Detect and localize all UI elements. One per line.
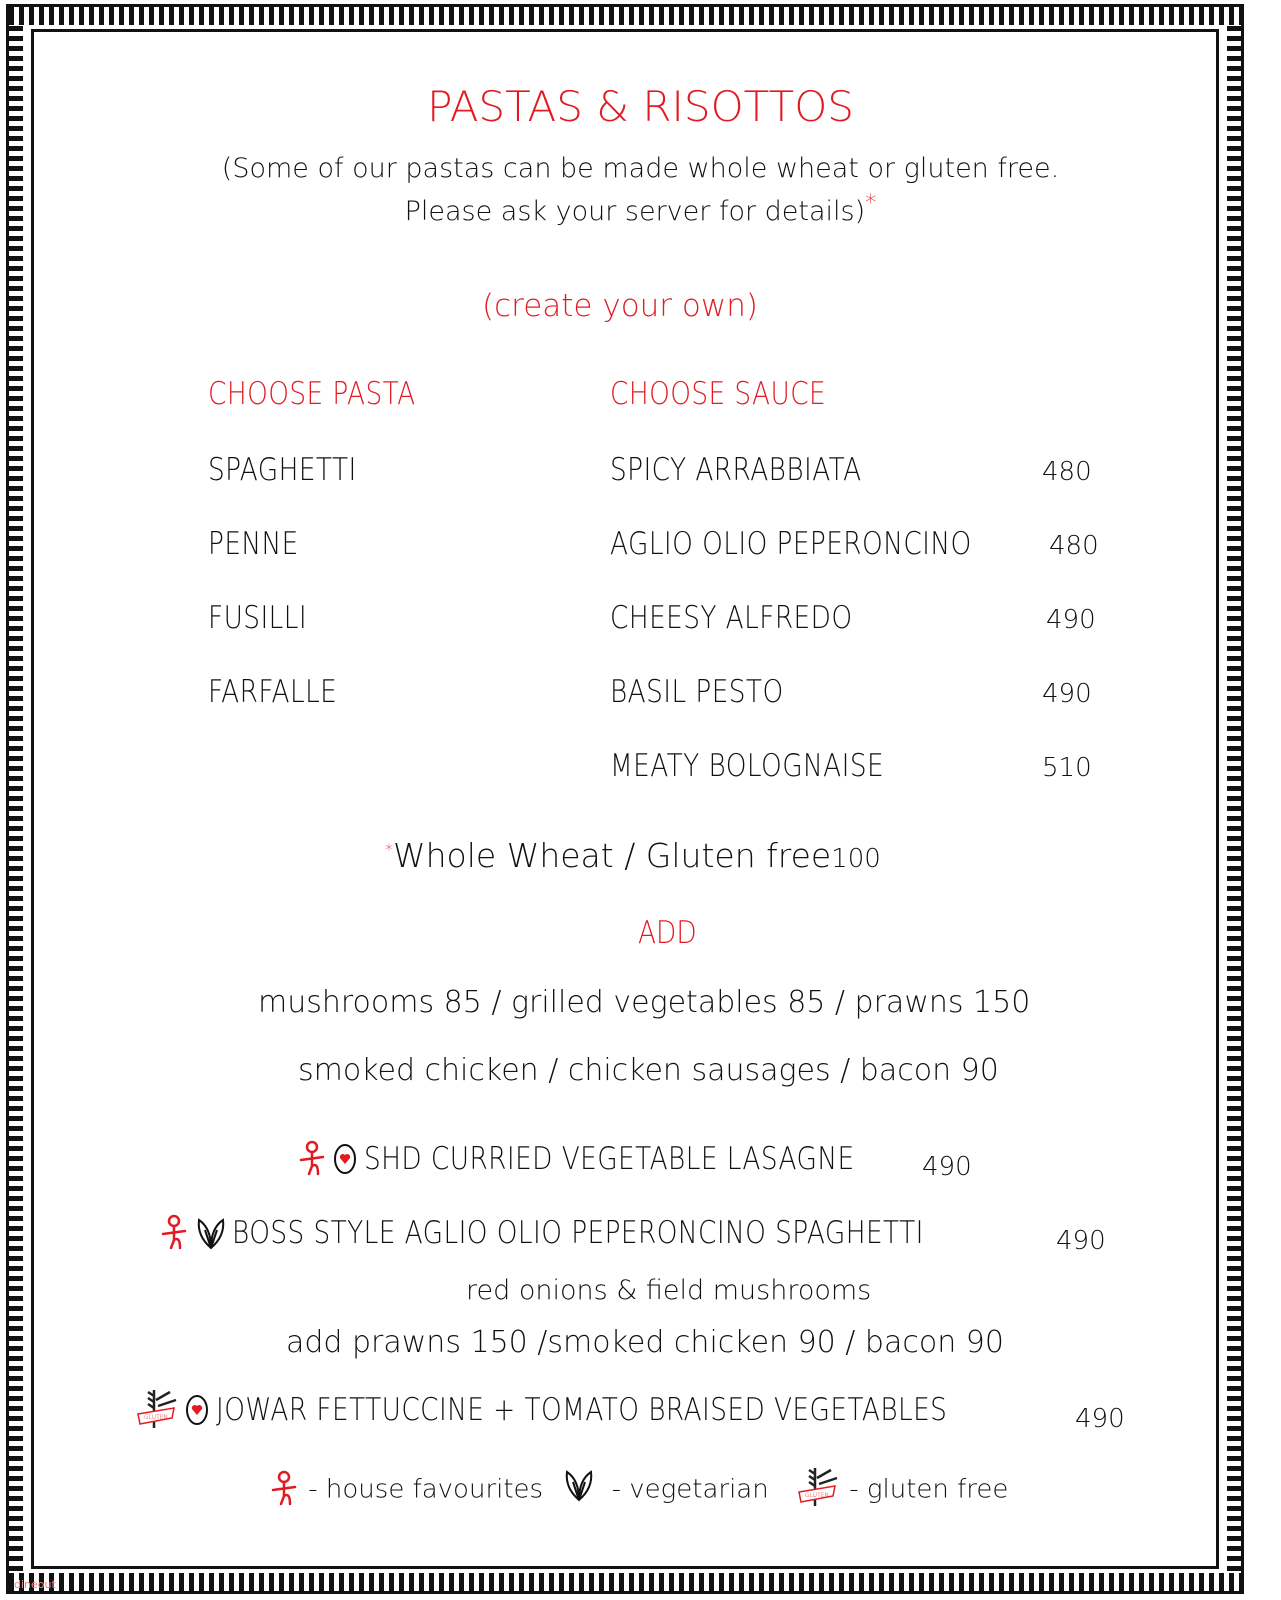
subtitle-line-1: (Some of our pastas can be made whole wheat or gluten free. — [221, 153, 1060, 184]
special-name: JOWAR FETTUCCINE + TOMATO BRAISED VEGETABLES — [216, 1392, 948, 1428]
sauce-header: CHOOSE SAUCE — [610, 376, 827, 412]
add-header: ADD — [638, 915, 697, 951]
create-your-own-label: (create your own) — [482, 288, 758, 324]
sauce-price: 490 — [1046, 605, 1096, 635]
house-favourite-icon — [160, 1214, 190, 1252]
vegetarian-leaf-icon — [195, 1216, 227, 1250]
special-name: BOSS STYLE AGLIO OLIO PEPERONCINO SPAGHETTI — [232, 1215, 925, 1251]
page-title: PASTAS & RISOTTOS — [427, 82, 854, 131]
pasta-item: PENNE — [208, 526, 299, 562]
legend-house: - house favourites — [308, 1474, 544, 1505]
add-line-2: smoked chicken / chicken sausages / bacon 90 — [298, 1053, 999, 1088]
special-price: 490 — [922, 1152, 972, 1182]
special-addons: add prawns 150 /smoked chicken 90 / bacon 90 — [286, 1325, 1004, 1360]
heart-icon — [185, 1393, 211, 1427]
pasta-header: CHOOSE PASTA — [208, 376, 416, 412]
special-price: 490 — [1075, 1404, 1125, 1434]
whole-wheat-price: 100 — [831, 844, 881, 874]
pasta-item: SPAGHETTI — [208, 452, 357, 488]
pasta-item: FARFALLE — [208, 674, 338, 710]
house-favourite-icon — [270, 1470, 300, 1510]
whole-wheat-label: Whole Wheat / Gluten free — [393, 836, 832, 875]
sauce-name: BASIL PESTO — [610, 674, 784, 710]
house-favourite-icon — [298, 1140, 328, 1178]
sauce-price: 480 — [1042, 457, 1092, 487]
gluten-free-icon — [797, 1466, 841, 1514]
sauce-price: 490 — [1042, 679, 1092, 709]
sauce-name: AGLIO OLIO PEPERONCINO — [610, 526, 972, 562]
legend — [270, 1466, 1008, 1514]
legend-veg: - vegetarian — [611, 1474, 769, 1505]
special-price: 490 — [1056, 1226, 1106, 1256]
subtitle-line-2: Please ask your server for details) — [404, 196, 866, 227]
sauce-price: 480 — [1049, 531, 1099, 561]
sauce-price: 510 — [1042, 753, 1092, 783]
watermark: dineout — [14, 1578, 56, 1591]
heart-icon — [333, 1142, 359, 1176]
sauce-name: CHEESY ALFREDO — [610, 600, 853, 636]
sauce-name: MEATY BOLOGNAISE — [610, 748, 885, 784]
special-name: SHD CURRIED VEGETABLE LASAGNE — [364, 1141, 855, 1177]
pasta-item: FUSILLI — [208, 600, 308, 636]
add-line-1: mushrooms 85 / grilled vegetables 85 / prawns 150 — [258, 985, 1031, 1020]
vegetarian-leaf-icon — [563, 1468, 603, 1512]
asterisk-mark: * — [385, 840, 393, 859]
gluten-free-icon — [136, 1388, 180, 1432]
legend-gf: - gluten free — [849, 1474, 1009, 1505]
asterisk-mark: * — [865, 190, 877, 216]
special-description: red onions & field mushrooms — [466, 1275, 872, 1306]
sauce-name: SPICY ARRABBIATA — [610, 452, 862, 488]
